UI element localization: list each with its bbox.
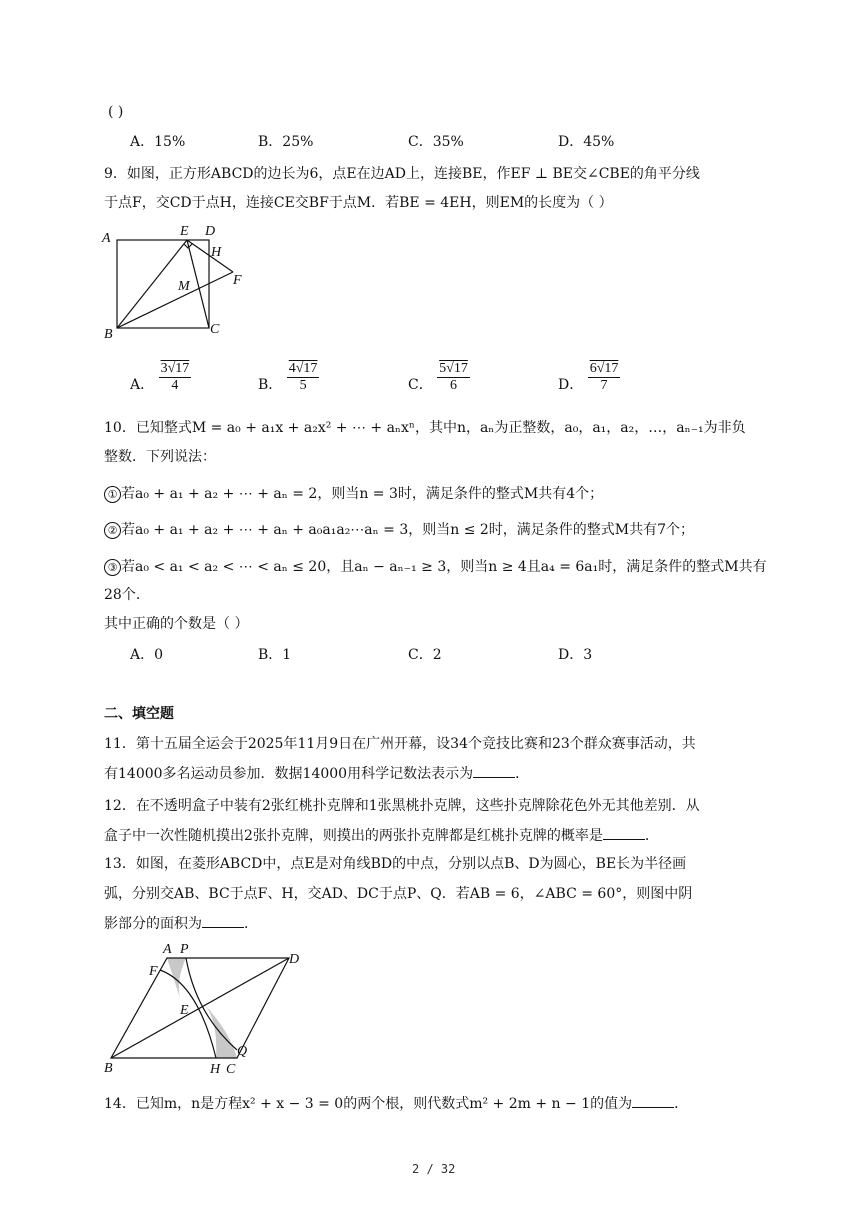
fraction-denominator: 7 [600, 378, 608, 393]
q9-figure-square [100, 222, 260, 342]
period: ． [644, 828, 659, 844]
q9-option-a [130, 356, 191, 394]
statement-text: 若a₀ < a₁ < a₂ < ⋯ < aₙ ≤ 20，且aₙ − aₙ₋₁ ≥ 3，则当n ≥ 4且a₄ = 6a₁时，满足条件的整式M共有 [121, 559, 767, 575]
label-a: A [102, 231, 111, 246]
statement-3-marker: ③ [104, 559, 121, 576]
label-m: M [178, 279, 190, 294]
q13-text-line2: 弧，分别交AB、BC于点F、H，交AD、DC于点P、Q．若AB = 6，∠ABC = 60°，则图中阴 [104, 886, 693, 902]
option-label: B． [258, 377, 283, 393]
label-f: F [233, 273, 242, 288]
statement-1-marker: ① [104, 486, 121, 503]
statement-text: 若a₀ + a₁ + a₂ + ⋯ + aₙ = 2，则当n = 3时，满足条件的整式M共有4个； [121, 486, 604, 502]
period: ． [515, 766, 530, 782]
option-label: C． [408, 377, 433, 393]
fraction-denominator: 4 [171, 378, 179, 393]
option-label: C． [408, 134, 433, 150]
label-e: E [180, 1003, 189, 1018]
q10-statement-3-cont: 28个. [104, 587, 141, 603]
option-value: 35% [432, 134, 464, 150]
option-label: D． [558, 647, 584, 663]
label-b: B [104, 327, 113, 342]
option-value: 25% [282, 134, 314, 150]
q11-text: 有14000多名运动员参加．数据14000用科学记数法表示为 [104, 766, 474, 782]
option-label: B． [258, 647, 283, 663]
option-value: 15% [154, 134, 186, 150]
q9-option-d [558, 356, 620, 394]
statement-text: 若a₀ + a₁ + a₂ + ⋯ + aₙ + a₀a₁a₂⋯aₙ = 3，则当n ≤ 2时，满足条件的整式M共有7个； [121, 522, 695, 538]
label-h: H [211, 245, 222, 260]
option-label: D． [558, 377, 584, 393]
q9-option-c [408, 356, 470, 394]
fraction-denominator: 6 [450, 378, 458, 393]
fraction-denominator: 5 [299, 378, 307, 393]
option-label: B． [258, 134, 283, 150]
q14-text-line1 [104, 1093, 688, 1114]
q10-option-c [408, 645, 442, 665]
statement-2-marker: ② [104, 522, 121, 539]
q10-option-a [130, 645, 163, 665]
q8-paren: ( ) [108, 104, 124, 120]
option-label: A． [130, 647, 155, 663]
section-heading-fill-in: 二、填空题 [104, 706, 174, 722]
answer-blank [202, 913, 244, 928]
q14-text: 14．已知m，n是方程x² + x − 3 = 0的两个根，则代数式m² + 2m + n − 1的值为 [104, 1096, 633, 1112]
option-label: A． [130, 134, 155, 150]
label-c: C [226, 1062, 236, 1077]
q8-option-a [130, 132, 185, 152]
option-label: A． [130, 377, 155, 393]
label-d: D [205, 224, 216, 239]
q10-statement-3 [104, 557, 767, 577]
shaded-region-bottom [204, 1004, 237, 1058]
q10-text-line2: 整数．下列说法： [104, 449, 216, 465]
q10-statement-1 [104, 484, 603, 504]
option-label: D． [558, 134, 584, 150]
label-p: P [180, 942, 189, 957]
label-e: E [180, 224, 189, 239]
label-d: D [289, 952, 300, 967]
period: ． [674, 1096, 689, 1112]
q9-option-b [258, 356, 319, 394]
q10-option-d [558, 645, 592, 665]
q13-text-line3 [104, 913, 258, 934]
page-number: 2 / 32 [412, 1162, 456, 1176]
answer-blank [473, 763, 515, 778]
q10-ask: 其中正确的个数是（ ） [104, 616, 249, 632]
q10-text-line1: 10．已知整式M = a₀ + a₁x + a₂x² + ⋯ + aₙxⁿ，其中n，aₙ为正整数，a₀，a₁，a₂，…，aₙ₋₁为非负 [104, 420, 746, 436]
q13-text: 影部分的面积为 [104, 916, 202, 932]
answer-blank [603, 825, 645, 840]
label-b: B [104, 1061, 113, 1076]
q8-option-b [258, 132, 313, 152]
q13-text-line1: 13．如图，在菱形ABCD中，点E是对角线BD的中点，分别以点B、D为圆心，BE长为半径画 [104, 856, 687, 872]
q12-text-line2 [104, 825, 659, 846]
label-q: Q [237, 1044, 248, 1059]
q11-text-line1: 11．第十五届全运会于2025年11月9日在广州开幕，设34个竞技比赛和23个群众赛事活动，共 [104, 736, 696, 752]
option-value: 3 [583, 647, 593, 663]
q13-figure-rhombus [100, 940, 320, 1080]
fraction-numerator: 5√17 [439, 361, 468, 376]
option-value: 2 [432, 647, 442, 663]
answer-blank [632, 1093, 674, 1108]
shaded-region-top [167, 958, 186, 998]
label-f: F [149, 964, 158, 979]
period: ． [244, 916, 258, 932]
label-c: C [210, 322, 220, 337]
fraction-numerator: 6√17 [589, 361, 619, 376]
option-value: 0 [154, 647, 164, 663]
label-h: H [210, 1062, 221, 1077]
q9-text-line1: 9．如图，正方形ABCD的边长为6，点E在边AD上，连接BE，作EF ⊥ BE交∠CBE的角平分线 [104, 166, 700, 182]
q11-text-line2 [104, 763, 529, 784]
option-value: 45% [583, 134, 615, 150]
q10-statement-2 [104, 520, 694, 540]
q10-option-b [258, 645, 291, 665]
fraction-numerator: 3√17 [160, 361, 190, 376]
option-label: C． [408, 647, 433, 663]
option-value: 1 [282, 647, 292, 663]
q12-text: 盒子中一次性随机摸出2张扑克牌，则摸出的两张扑克牌都是红桃扑克牌的概率是 [104, 828, 603, 844]
fraction-numerator: 4√17 [288, 361, 318, 376]
q8-option-c [408, 132, 464, 152]
q8-option-d [558, 132, 614, 152]
q9-text-line2: 于点F，交CD于点H，连接CE交BF于点M．若BE = 4EH，则EM的长度为（ ） [104, 195, 613, 211]
q12-text-line1: 12．在不透明盒子中装有2张红桃扑克牌和1张黑桃扑克牌，这些扑克牌除花色外无其他差别．从 [104, 798, 700, 814]
label-a: A [163, 942, 172, 957]
